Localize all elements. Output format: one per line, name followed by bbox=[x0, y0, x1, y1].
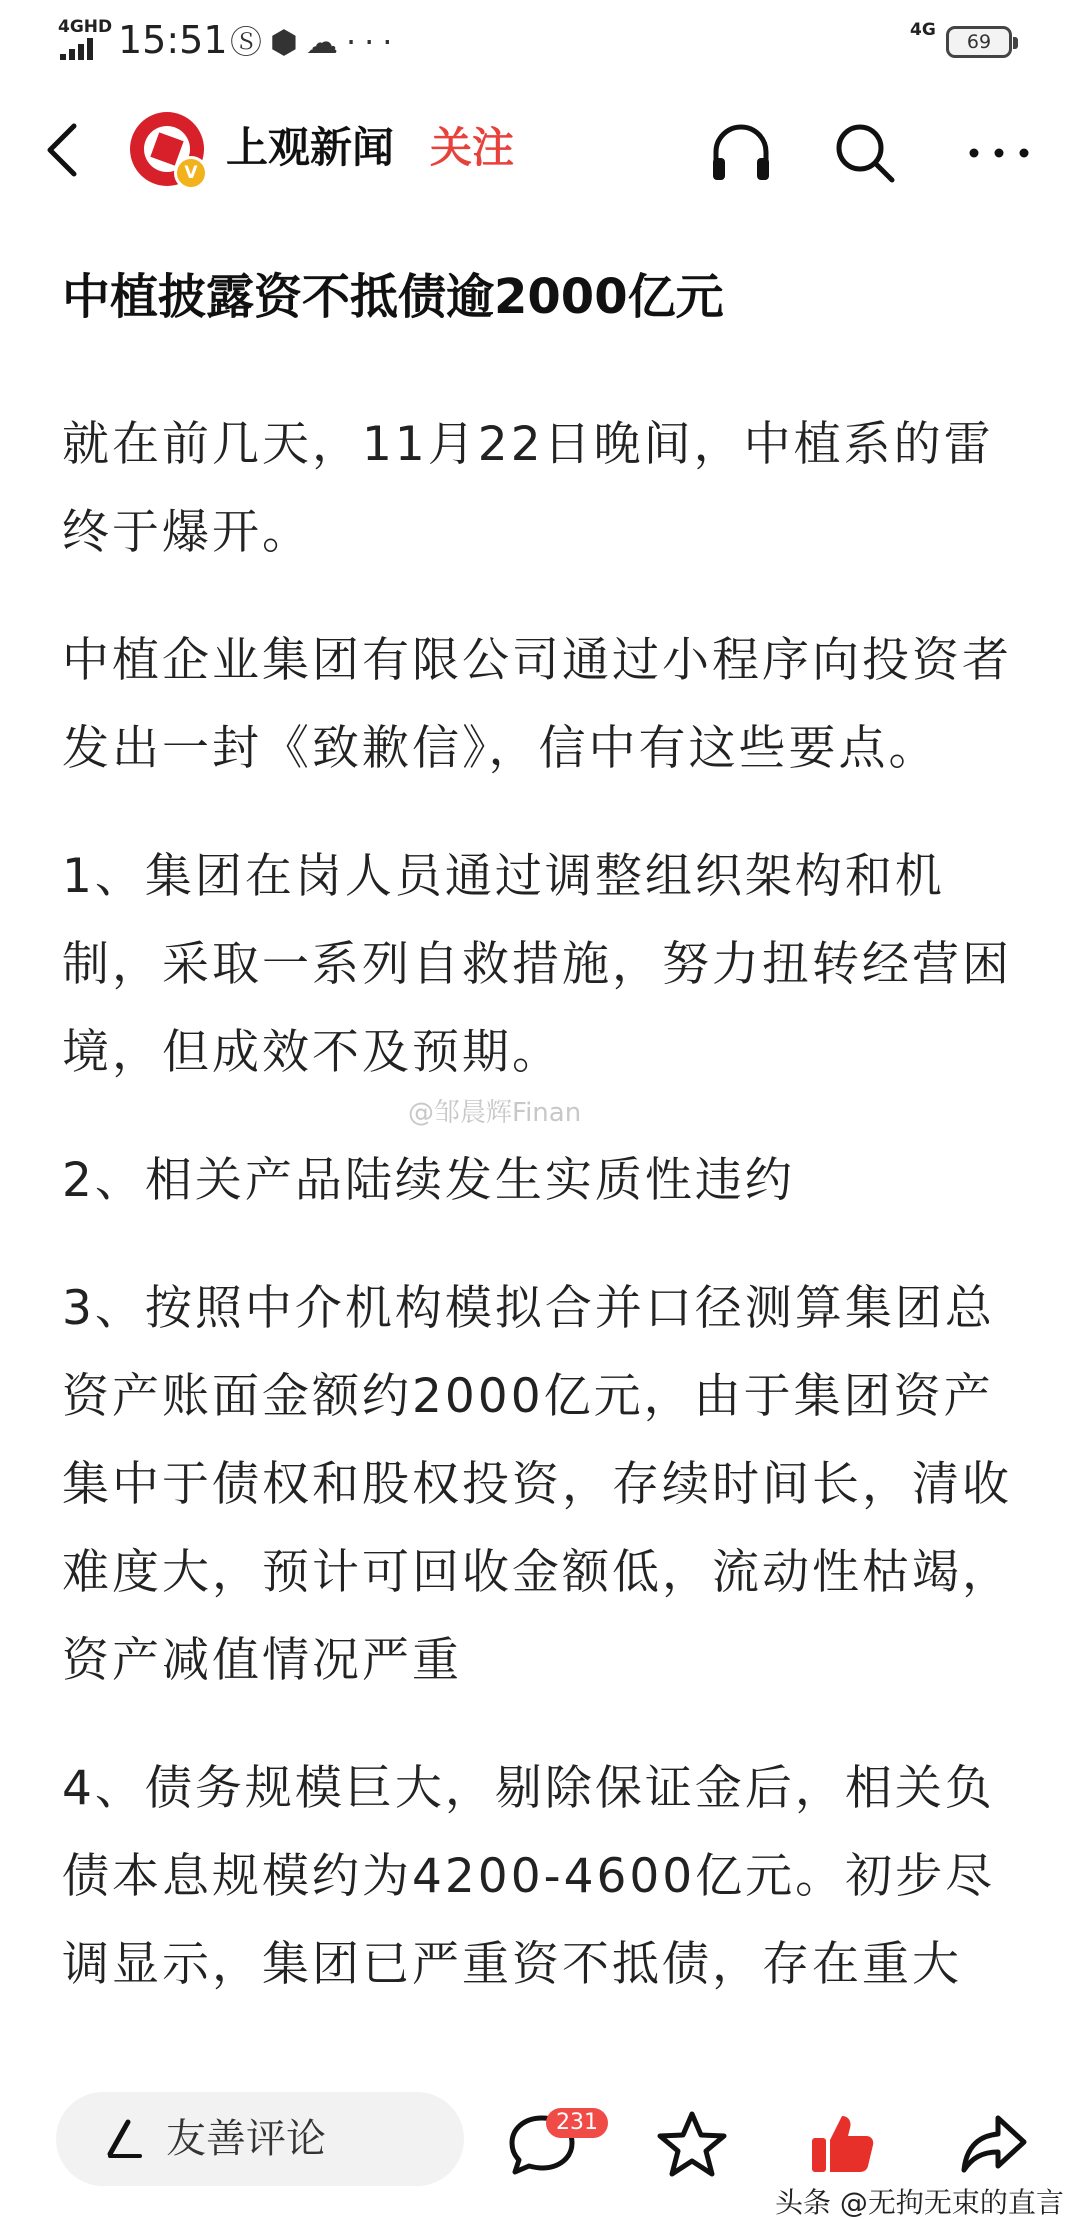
status-bar bbox=[0, 0, 1080, 90]
more-notifications: ··· bbox=[345, 23, 401, 61]
headphones-icon[interactable] bbox=[706, 118, 776, 188]
favorite-star-icon[interactable] bbox=[656, 2108, 728, 2180]
pen-icon bbox=[100, 2116, 146, 2162]
follow-button[interactable]: 关注 bbox=[430, 123, 515, 172]
article-paragraph: 就在前几天，11月22日晚间，中植系的雷终于爆开。 bbox=[62, 417, 994, 560]
article-paragraph: 2、相关产品陆续发生实质性违约 bbox=[62, 1153, 795, 1208]
search-icon[interactable] bbox=[830, 118, 900, 188]
battery-level: 69 bbox=[966, 31, 992, 53]
top-navigation bbox=[0, 100, 1080, 210]
silent-icon: Ⓢ bbox=[230, 23, 271, 61]
article-paragraph: 3、按照中介机构模拟合并口径测算集团总资产账面金额约2000亿元，由于集团资产集中于债权和股权投资，存续时间长，清收难度大，预计可回收金额低，流动性枯竭，资产减值情况严重 bbox=[62, 1281, 1012, 1688]
channel-name[interactable]: 上观新闻 bbox=[226, 123, 395, 172]
verified-badge: V bbox=[174, 156, 208, 190]
back-arrow-icon[interactable] bbox=[40, 120, 90, 180]
battery-icon bbox=[946, 26, 1012, 58]
app-icon: ⬢ bbox=[270, 23, 306, 61]
network-type: 4GHD bbox=[58, 17, 113, 37]
channel-logo[interactable] bbox=[130, 112, 204, 186]
like-thumb-icon[interactable] bbox=[806, 2108, 878, 2180]
signal-icon bbox=[60, 38, 100, 60]
comment-placeholder: 友善评论 bbox=[166, 2116, 326, 2162]
clock: 15:51 bbox=[118, 18, 228, 62]
cloud-icon: ☁ bbox=[305, 23, 346, 61]
share-icon[interactable] bbox=[958, 2108, 1030, 2180]
comment-input[interactable] bbox=[56, 2092, 464, 2186]
article-paragraph: 4、债务规模巨大，剔除保证金后，相关负债本息规模约为4200-4600亿元。初步尽调显示，集团已严重资不抵债，存在重大 bbox=[62, 1761, 996, 1992]
article-subheading: 中植披露资不抵债逾2000亿元 bbox=[62, 269, 724, 325]
more-options-icon[interactable] bbox=[964, 118, 1034, 188]
network-type-right: 4G bbox=[910, 20, 936, 40]
article-paragraph: 中植企业集团有限公司通过小程序向投资者发出一封《致歉信》，信中有这些要点。 bbox=[62, 633, 1012, 776]
comment-count-badge: 231 bbox=[546, 2108, 608, 2138]
bottom-action-bar bbox=[0, 2068, 1080, 2219]
notification-icons bbox=[230, 22, 400, 62]
article-paragraph: 1、集团在岗人员通过调整组织架构和机制，采取一系列自救措施，努力扭转经营困境，但成效不及预期。 bbox=[62, 849, 1012, 1080]
source-watermark: 头条 @无拘无束的直言 bbox=[775, 2186, 1064, 2219]
article-body bbox=[62, 265, 1022, 2049]
image-watermark: @邹晨辉Finan bbox=[408, 1098, 582, 1128]
